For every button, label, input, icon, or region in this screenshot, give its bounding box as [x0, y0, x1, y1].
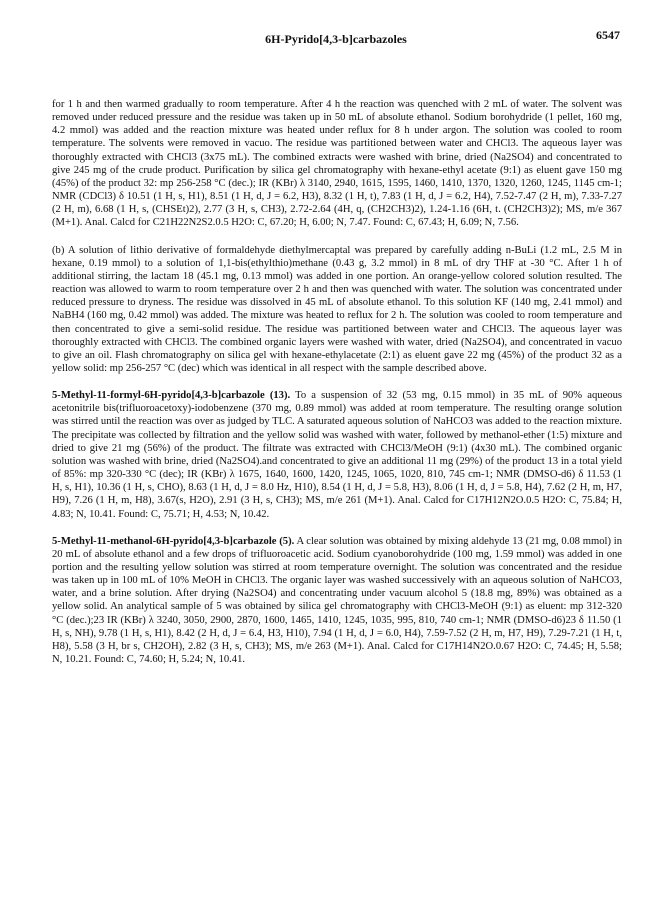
running-title: 6H-Pyrido[4,3-b]carbazoles — [265, 32, 407, 46]
paragraph-compound-5 — [52, 535, 622, 667]
article-body — [52, 98, 622, 680]
paragraph-text: A clear solution was obtained by mixing aldehyde 13 (21 mg, 0.08 mmol) in 20 mL of absolute ethanol and a few drops of trifluoroacetic acid. Sodium cyanoborohydride (100 mg, 1.59 mmol) was added in one portion and the resulting yellow solution was stirred at room temperature overnight. The solution was concentrated and the residue was taken up in 100 mL of 10% MeOH in CHCl3. The organic layer was washed successively with an aqueous solution of NaHCO3, water, and a brine solution. After drying (Na2SO4) and concentrating under vacuum alcohol 5 (18.8 mg, 89%) was obtained as a yellow solid. An analytical sample of 5 was obtained by silica gel chromatography with CHCl3-MeOH (9:1) as eluent: mp 312-320 °C (dec.);23 IR (KBr) λ 3240, 3050, 2900, 2870, 1600, 1465, 1410, 1245, 1035, 995, 810, 740 cm-1; NMR (DMSO-d6)23 δ 11.50 (1 H, s, NH), 9.78 (1 H, s, H1), 8.42 (2 H, d, J = 6.4, H3, H10), 7.94 (1 H, d, J = 6.0, H4), 7.59-7.52 (2 H, m, H7, H9), 7.29-7.21 (1 H, t, H8), 5.58 (3 H, br s, CH2OH), 2.82 (3 H, s, CH3); MS, m/e 263 (M+1). Anal. Calcd for C17H14N2O.0.67 H2O: C, 74.45; H, 5.58; N, 10.21. Found: C, 74.60; H, 5.24; N, 10.41. — [52, 535, 622, 666]
page-number: 6547 — [596, 28, 620, 42]
paragraph-compound-13 — [52, 389, 622, 521]
paragraph-text: To a suspension of 32 (53 mg, 0.15 mmol) in 35 mL of 90% aqueous acetonitrile bis(trifluoroacetoxy)-iodobenzene (370 mg, 0.89 mmol) was added at room temperature. The resulting orange solution was stirred until the reaction was over as judged by TLC. A saturated aqueous solution of NaHCO3 was added to the reaction mixture. The precipitate was collected by filtration and the yellow solid was washed with water, followed by methanol-ether (1:5) mixture and dried to give 21 mg (56%) of the product. The filtrate was extracted with CHCl3/MeOH (9:1) (4x30 mL). The combined organic solution was washed with brine, dried (Na2SO4).and concentrated to give an additional 11 mg (29%) of the product 13 in a total yield of 85%: mp 320-330 °C (dec); IR (KBr) λ 1675, 1640, 1600, 1420, 1245, 1065, 1020, 810, 745 cm-1; NMR (DMSO-d6) δ 11.53 (1 H, s, H1), 10.36 (1 H, s, CHO), 8.63 (1 H, d, J = 8.0 Hz, H10), 8.54 (1 H, d, J = 5.8, H3), 8.06 (1 H, d, J = 5.8, H4), 7.62 (2 H, m, H7, H9), 7.26 (1 H, m, H8), 3.67(s, H2O), 2.91 (3 H, s, CH3); MS, m/e 261 (M+1). Anal. Calcd for C17H12N2O.0.5 H2O: C, 75.84; H, 4.83; N, 10.41. Found: C, 75.71; H, 4.53; N, 10.42. — [52, 390, 622, 520]
paragraph-compound-32-part-a — [52, 98, 622, 230]
page-header — [0, 28, 672, 48]
paragraph-compound-32-part-b — [52, 244, 622, 376]
paragraph-text: (b) A solution of lithio derivative of formaldehyde diethylmercaptal was prepared by carefully adding n-BuLi (1.2 mL, 2.5 M in hexane, 0.19 mmol) to a solution of 1,1-bis(ethylthio)methane (0.43 g, 3.2 mmol) in 8 mL of dry THF at -30 °C. After 1 h of additional stirring, the lactam 18 (45.1 mg, 0.13 mmol) was added in one portion. An orange-yellow colored solution resulted. The reaction was allowed to warm to room temperature over 2 h and then was quenched with water. The solution was concentrated under reduced pressure to dryness. The residue was dissolved in 45 mL of absolute ethanol. To this solution KF (140 mg, 2.41 mmol) and NaBH4 (160 mg, 0.42 mmol) was added. The mixture was heated to reflux for 2 h. The solution was cooled to room temperature and then concentrated to give a semi-solid residue. The residue was partitioned between water and CHCl3. The aqueous layer was thoroughly extracted with CHCl3. The combined organic layers were washed with water, dried (Na2SO4), and concentrated in vacuo to give an oil. Flash chromatography on silica gel with hexane-ethylacetate (2:1) as eluent gave 22 mg (45%) of the product 32 as a yellow solid: mp 256-257 °C (dec) which was identical in all respect with the sample described above. — [52, 244, 622, 374]
paragraph-text: for 1 h and then warmed gradually to room temperature. After 4 h the reaction was quenched with 2 mL of water. The solvent was removed under reduced pressure and the residue was taken up in 50 mL of absolute ethanol. Sodium borohydride (1 pellet, 160 mg, 4.2 mmol) was added and the reaction mixture was heated under reflux for 8 h under argon. The solution was cooled to room temperature. The solvents were removed in vacuo. The residue was partitioned between water and CHCl3. The aqueous layer was thoroughly extracted with CHCl3 (3x75 mL). The combined extracts were washed with brine, dried (Na2SO4) and concentrated to give 245 mg of the crude product. Purification by silica gel chromatography with hexane-ethyl acetate (9:1) as eluent gave 150 mg (45%) of the product 32: mp 256-258 °C (dec.); IR (KBr) λ 3140, 2940, 1615, 1595, 1460, 1410, 1370, 1320, 1260, 1245, 1145 cm-1; NMR (CDCl3) δ 10.51 (1 H, s, H1), 8.51 (1 H, d, J = 6.2, H3), 8.32 (1 H, t), 7.83 (1 H, d, J = 6.2, H4), 7.52-7.47 (2 H, m), 7.33-7.27 (2 H, m), 6.68 (1 H, s, (CHSEt)2), 2.77 (3 H, s, CH3), 2.72-2.64 (4H, q, (CH2CH3)2), 1.24-1.16 (6H, t. (CH2CH3)2); MS, m/e 367 (M+1). Anal. Calcd for C21H22N2S2.0.5 H2O: C, 67.20; H, 6.00; N, 7.47. Found: C, 67.43; H, 6.09; N, 7.56. — [52, 99, 622, 229]
compound-heading: 5-Methyl-11-formyl-6H-pyrido[4,3-b]carbazole (13). — [52, 390, 291, 402]
compound-heading: 5-Methyl-11-methanol-6H-pyrido[4,3-b]carbazole (5). — [52, 535, 295, 547]
